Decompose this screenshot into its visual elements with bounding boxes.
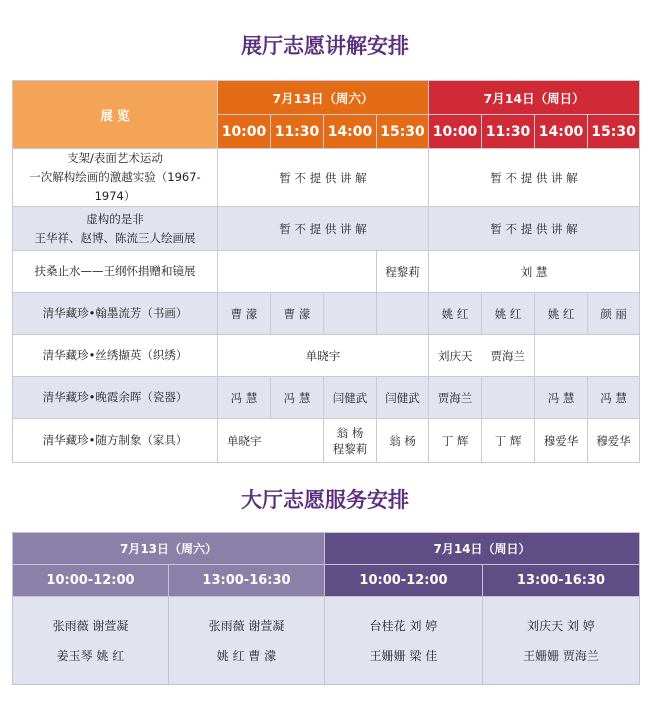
guide-cell: 穆爱华 [535, 419, 588, 463]
guide-cell: 冯 慧 [218, 377, 271, 419]
guide-cell: 穆爱华 [588, 419, 640, 463]
exhibition-name: 清华藏珍•丝绣撷英（织绣） [13, 335, 218, 377]
guide-cell: 曹 濛 [218, 293, 271, 335]
guide-cell [535, 335, 640, 377]
no-guide-note: 暂 不 提 供 讲 解 [218, 149, 429, 207]
hall-service-table [12, 532, 640, 685]
guide-cell: 姚 红 [429, 293, 482, 335]
guide-cell: 丁 辉 [429, 419, 482, 463]
table-row [13, 335, 640, 377]
exhibition-name: 清华藏珍•翰墨流芳（书画） [13, 293, 218, 335]
table-row [13, 293, 640, 335]
table-row [13, 419, 640, 463]
guide-cell: 单晓宇 [218, 419, 271, 463]
guide-cell: 冯 慧 [588, 377, 640, 419]
time-slot: 13:00-16:30 [169, 565, 325, 597]
exhibition-schedule-table [12, 80, 640, 463]
guide-cell: 闫健武 [324, 377, 377, 419]
volunteer-cell: 刘庆天 刘 婷 王姗姗 贾海兰 [483, 597, 640, 685]
exhibition-name: 虚构的是非 王华祥、赵博、陈流三人绘画展 [13, 207, 218, 251]
day1-header: 7月13日（周六） [13, 533, 325, 565]
time-slot: 15:30 [588, 115, 640, 149]
time-slot: 11:30 [271, 115, 324, 149]
time-slot: 14:00 [535, 115, 588, 149]
exhibition-name: 清华藏珍•随方制象（家具） [13, 419, 218, 463]
time-slot: 14:00 [324, 115, 377, 149]
day2-header: 7月14日（周日） [429, 81, 640, 115]
time-slot: 10:00-12:00 [13, 565, 169, 597]
guide-cell: 颜 丽 [588, 293, 640, 335]
guide-cell: 闫健武 [377, 377, 429, 419]
day2-header: 7月14日（周日） [325, 533, 640, 565]
volunteer-cell: 台桂花 刘 婷 王姗姗 梁 佳 [325, 597, 483, 685]
guide-cell: 单晓宇 [218, 335, 429, 377]
time-slot: 13:00-16:30 [483, 565, 640, 597]
exhibition-name: 扶桑止水——王纲怀捐赠和镜展 [13, 251, 218, 293]
guide-cell: 贾海兰 [429, 377, 482, 419]
guide-cell: 程黎莉 [377, 251, 429, 293]
guide-cell: 刘庆天 [429, 335, 482, 377]
day1-header: 7月13日（周六） [218, 81, 429, 115]
table-row [13, 149, 640, 207]
exhibition-column-header: 展 览 [13, 81, 218, 149]
time-slot: 11:30 [482, 115, 535, 149]
guide-cell: 姚 红 [482, 293, 535, 335]
table-row [13, 377, 640, 419]
exhibition-name: 支架/表面艺术运动 一次解构绘画的激越实验（1967-1974） [13, 149, 218, 207]
guide-cell: 曹 濛 [271, 293, 324, 335]
guide-cell: 姚 红 [535, 293, 588, 335]
guide-cell [324, 293, 377, 335]
no-guide-note: 暂 不 提 供 讲 解 [429, 149, 640, 207]
guide-cell [377, 293, 429, 335]
time-slot: 10:00 [429, 115, 482, 149]
time-slot: 15:30 [377, 115, 429, 149]
no-guide-note: 暂 不 提 供 讲 解 [429, 207, 640, 251]
table-row [13, 251, 640, 293]
guide-cell [218, 251, 377, 293]
guide-cell: 贾海兰 [482, 335, 535, 377]
guide-cell [482, 377, 535, 419]
guide-cell [271, 419, 324, 463]
guide-cell: 刘 慧 [429, 251, 640, 293]
hall-service-title: 大厅志愿服务安排 [241, 488, 409, 512]
guide-cell: 翁 杨 [377, 419, 429, 463]
guide-cell: 丁 辉 [482, 419, 535, 463]
guide-cell: 冯 慧 [271, 377, 324, 419]
time-slot: 10:00-12:00 [325, 565, 483, 597]
volunteer-cell: 张雨薇 谢萱凝 姜玉琴 姚 红 [13, 597, 169, 685]
guide-cell: 翁 杨 程黎莉 [324, 419, 377, 463]
no-guide-note: 暂 不 提 供 讲 解 [218, 207, 429, 251]
exhibition-name: 清华藏珍•晚霞余晖（瓷器） [13, 377, 218, 419]
time-slot: 10:00 [218, 115, 271, 149]
volunteer-cell: 张雨薇 谢萱凝 姚 红 曹 濛 [169, 597, 325, 685]
table-row [13, 207, 640, 251]
exhibition-schedule-title: 展厅志愿讲解安排 [241, 34, 409, 58]
guide-cell: 冯 慧 [535, 377, 588, 419]
